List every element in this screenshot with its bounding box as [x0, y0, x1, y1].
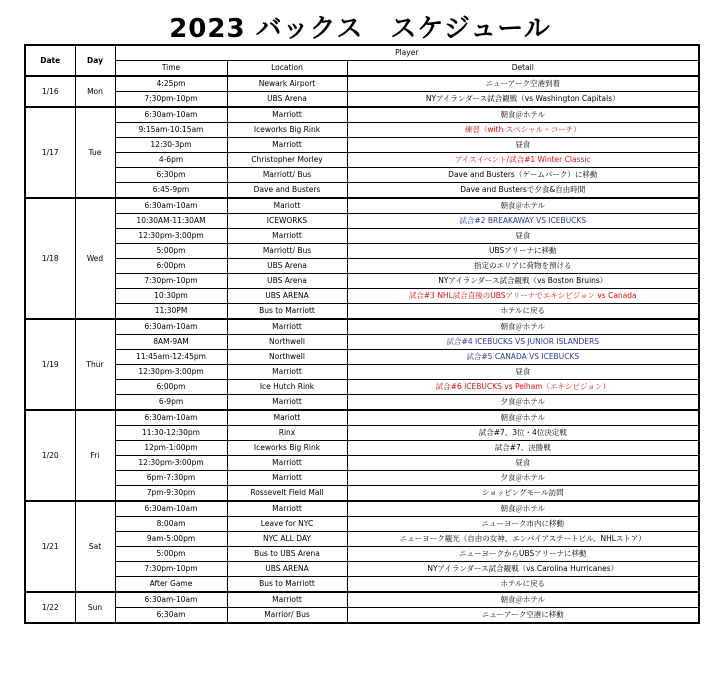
time-cell: After Game	[115, 577, 227, 593]
detail-cell: ホテルに戻る	[347, 304, 699, 320]
location-cell: Iceworks Big Rink	[227, 441, 347, 456]
detail-cell: 朝食＠ホテル	[347, 107, 699, 123]
day-group	[25, 410, 699, 501]
time-cell: 12:30pm-3:00pm	[115, 456, 227, 471]
location-cell: Leave for NYC	[227, 517, 347, 532]
table-row	[25, 395, 699, 411]
location-cell: UBS Arena	[227, 274, 347, 289]
detail-cell: ニューヨークからUBSアリーナに移動	[347, 547, 699, 562]
location-cell: UBS Arena	[227, 259, 347, 274]
day-cell: Sun	[75, 592, 115, 623]
table-row	[25, 229, 699, 244]
table-row	[25, 410, 699, 426]
detail-cell: 朝食＠ホテル	[347, 592, 699, 608]
detail-cell: 試合#2 BREAKAWAY VS ICEBUCKS	[347, 214, 699, 229]
detail-cell: ホテルに戻る	[347, 577, 699, 593]
location-cell: ICEWORKS	[227, 214, 347, 229]
time-cell: 4-6pm	[115, 153, 227, 168]
location-cell: Marriott	[227, 229, 347, 244]
table-row	[25, 426, 699, 441]
day-cell: Wed	[75, 198, 115, 319]
time-cell: 5:00pm	[115, 244, 227, 259]
detail-cell: 朝食＠ホテル	[347, 319, 699, 335]
location-cell: Dave and Busters	[227, 183, 347, 199]
table-row	[25, 153, 699, 168]
location-cell: Marriott	[227, 456, 347, 471]
table-row	[25, 183, 699, 199]
header-player: Player	[115, 45, 699, 61]
date-cell: 1/22	[25, 592, 75, 623]
time-cell: 6:30am-10am	[115, 410, 227, 426]
table-row	[25, 592, 699, 608]
time-cell: 10:30AM-11:30AM	[115, 214, 227, 229]
detail-cell: ニューアーク空港到着	[347, 76, 699, 92]
table-row	[25, 547, 699, 562]
detail-cell: 朝食＠ホテル	[347, 198, 699, 214]
time-cell: 4:25pm	[115, 76, 227, 92]
location-cell: Marriott/ Bus	[227, 244, 347, 259]
day-group	[25, 107, 699, 198]
time-cell: 6:45-9pm	[115, 183, 227, 199]
day-cell: Thur	[75, 319, 115, 410]
time-cell: 8AM-9AM	[115, 335, 227, 350]
table-row	[25, 350, 699, 365]
table-row	[25, 214, 699, 229]
detail-cell: NYアイランダース試合観戦（vs Washington Capitals）	[347, 92, 699, 108]
table-row	[25, 441, 699, 456]
time-cell: 10:30pm	[115, 289, 227, 304]
header-date: Date	[25, 45, 75, 76]
time-cell: 11:30-12:30pm	[115, 426, 227, 441]
date-cell: 1/19	[25, 319, 75, 410]
location-cell: Marriott	[227, 107, 347, 123]
detail-cell: Dave and Bustersで夕食&自由時間	[347, 183, 699, 199]
detail-cell: ニューアーク空港に移動	[347, 608, 699, 624]
detail-cell: NYアイランダース試合観戦（vs Carolina Hurricanes）	[347, 562, 699, 577]
table-row	[25, 501, 699, 517]
detail-cell: 朝食＠ホテル	[347, 501, 699, 517]
location-cell: Bus to Marriott	[227, 577, 347, 593]
location-cell: UBS Arena	[227, 92, 347, 108]
time-cell: 8:00am	[115, 517, 227, 532]
detail-cell: 試合#4 ICEBUCKS VS JUNIOR ISLANDERS	[347, 335, 699, 350]
date-cell: 1/18	[25, 198, 75, 319]
header-detail: Detail	[347, 61, 699, 77]
date-cell: 1/17	[25, 107, 75, 198]
location-cell: Bus to Marriott	[227, 304, 347, 320]
day-cell: Tue	[75, 107, 115, 198]
time-cell: 11:30PM	[115, 304, 227, 320]
day-group	[25, 76, 699, 107]
table-header	[25, 45, 699, 76]
table-row	[25, 380, 699, 395]
time-cell: 6:00pm	[115, 380, 227, 395]
time-cell: 7:30pm-10pm	[115, 274, 227, 289]
detail-cell: 昼食	[347, 456, 699, 471]
table-row	[25, 486, 699, 502]
schedule-table	[24, 44, 700, 624]
table-row	[25, 517, 699, 532]
detail-cell: 試合#3 NHL試合直後のUBSアリーナでエキシビジョン vs Canada	[347, 289, 699, 304]
time-cell: 6pm-7:30pm	[115, 471, 227, 486]
detail-cell: 昼食	[347, 138, 699, 153]
table-row	[25, 244, 699, 259]
table-row	[25, 259, 699, 274]
time-cell: 6:30pm	[115, 168, 227, 183]
page-title: 2023 バックス スケジュール	[169, 14, 551, 44]
time-cell: 6:30am	[115, 608, 227, 624]
detail-cell: ショッピングモール訪問	[347, 486, 699, 502]
location-cell: Newark Airport	[227, 76, 347, 92]
location-cell: Ice Hutch Rink	[227, 380, 347, 395]
table-row	[25, 304, 699, 320]
location-cell: Marriott/ Bus	[227, 168, 347, 183]
detail-cell: NYアイランダース試合観戦（vs Boston Bruins）	[347, 274, 699, 289]
day-cell: Sat	[75, 501, 115, 592]
location-cell: Mariott	[227, 198, 347, 214]
table-row	[25, 577, 699, 593]
location-cell: UBS ARENA	[227, 289, 347, 304]
location-cell: Bus to UBS Arena	[227, 547, 347, 562]
detail-cell: 朝食＠ホテル	[347, 410, 699, 426]
location-cell: Marriott	[227, 501, 347, 517]
detail-cell: 夕食＠ホテル	[347, 395, 699, 411]
table-row	[25, 289, 699, 304]
date-cell: 1/20	[25, 410, 75, 501]
table-row	[25, 92, 699, 108]
location-cell: UBS ARENA	[227, 562, 347, 577]
table-row	[25, 608, 699, 624]
detail-cell: アイスイベント/試合#1 Winter Classic	[347, 153, 699, 168]
location-cell: NYC ALL DAY	[227, 532, 347, 547]
table-row	[25, 365, 699, 380]
location-cell: Marriott	[227, 592, 347, 608]
detail-cell: ニューヨーク観光（自由の女神、エンパイアステートビル、NHLストア）	[347, 532, 699, 547]
time-cell: 6:30am-10am	[115, 198, 227, 214]
day-group	[25, 319, 699, 410]
detail-cell: Dave and Busters（ゲームパーク）に移動	[347, 168, 699, 183]
location-cell: Marriott	[227, 365, 347, 380]
header-location: Location	[227, 61, 347, 77]
date-cell: 1/16	[25, 76, 75, 107]
time-cell: 5:00pm	[115, 547, 227, 562]
day-group	[25, 501, 699, 592]
detail-cell: 昼食	[347, 365, 699, 380]
time-cell: 7:30pm-10pm	[115, 92, 227, 108]
table-row	[25, 532, 699, 547]
location-cell: Marriott	[227, 471, 347, 486]
detail-cell: 練習（with スペシャル・コーチ）	[347, 123, 699, 138]
table-row	[25, 274, 699, 289]
time-cell: 12:30-3pm	[115, 138, 227, 153]
table-row	[25, 76, 699, 92]
table-row	[25, 319, 699, 335]
detail-cell: 昼食	[347, 229, 699, 244]
table-row	[25, 123, 699, 138]
location-cell: Mariott	[227, 410, 347, 426]
header-day: Day	[75, 45, 115, 76]
date-cell: 1/21	[25, 501, 75, 592]
time-cell: 12pm-1:00pm	[115, 441, 227, 456]
time-cell: 9am-5:00pm	[115, 532, 227, 547]
time-cell: 9:15am-10:15am	[115, 123, 227, 138]
day-group	[25, 592, 699, 623]
location-cell: Marriott	[227, 395, 347, 411]
time-cell: 12:30pm-3:00pm	[115, 365, 227, 380]
location-cell: Northwell	[227, 350, 347, 365]
table-row	[25, 335, 699, 350]
time-cell: 6:30am-10am	[115, 592, 227, 608]
location-cell: Marrior/ Bus	[227, 608, 347, 624]
table-row	[25, 138, 699, 153]
table-row	[25, 562, 699, 577]
detail-cell: 試合#6 ICEBUCKS vs Pelham（エキシビジョン）	[347, 380, 699, 395]
table-row	[25, 471, 699, 486]
day-cell: Mon	[75, 76, 115, 107]
table-row	[25, 107, 699, 123]
location-cell: Rossevelt Field Mall	[227, 486, 347, 502]
detail-cell: 試合#7、決勝戦	[347, 441, 699, 456]
table-row	[25, 168, 699, 183]
detail-cell: 夕食＠ホテル	[347, 471, 699, 486]
location-cell: Iceworks Big Rink	[227, 123, 347, 138]
day-cell: Fri	[75, 410, 115, 501]
time-cell: 7pm-9:30pm	[115, 486, 227, 502]
day-group	[25, 198, 699, 319]
detail-cell: 試合#5 CANADA VS ICEBUCKS	[347, 350, 699, 365]
detail-cell: 指定のエリアに荷物を預ける	[347, 259, 699, 274]
table-row	[25, 456, 699, 471]
time-cell: 6:30am-10am	[115, 107, 227, 123]
detail-cell: ニューヨーク市内に移動	[347, 517, 699, 532]
location-cell: Rinx	[227, 426, 347, 441]
header-time: Time	[115, 61, 227, 77]
location-cell: Marriott	[227, 138, 347, 153]
time-cell: 11:45am-12:45pm	[115, 350, 227, 365]
location-cell: Marriott	[227, 319, 347, 335]
time-cell: 6:30am-10am	[115, 319, 227, 335]
table-row	[25, 198, 699, 214]
time-cell: 6-9pm	[115, 395, 227, 411]
time-cell: 7:30pm-10pm	[115, 562, 227, 577]
time-cell: 6:30am-10am	[115, 501, 227, 517]
location-cell: Northwell	[227, 335, 347, 350]
detail-cell: UBSアリーナに移動	[347, 244, 699, 259]
time-cell: 6:00pm	[115, 259, 227, 274]
location-cell: Christopher Morley	[227, 153, 347, 168]
detail-cell: 試合#7、3位・4位決定戦	[347, 426, 699, 441]
time-cell: 12:30pm-3:00pm	[115, 229, 227, 244]
